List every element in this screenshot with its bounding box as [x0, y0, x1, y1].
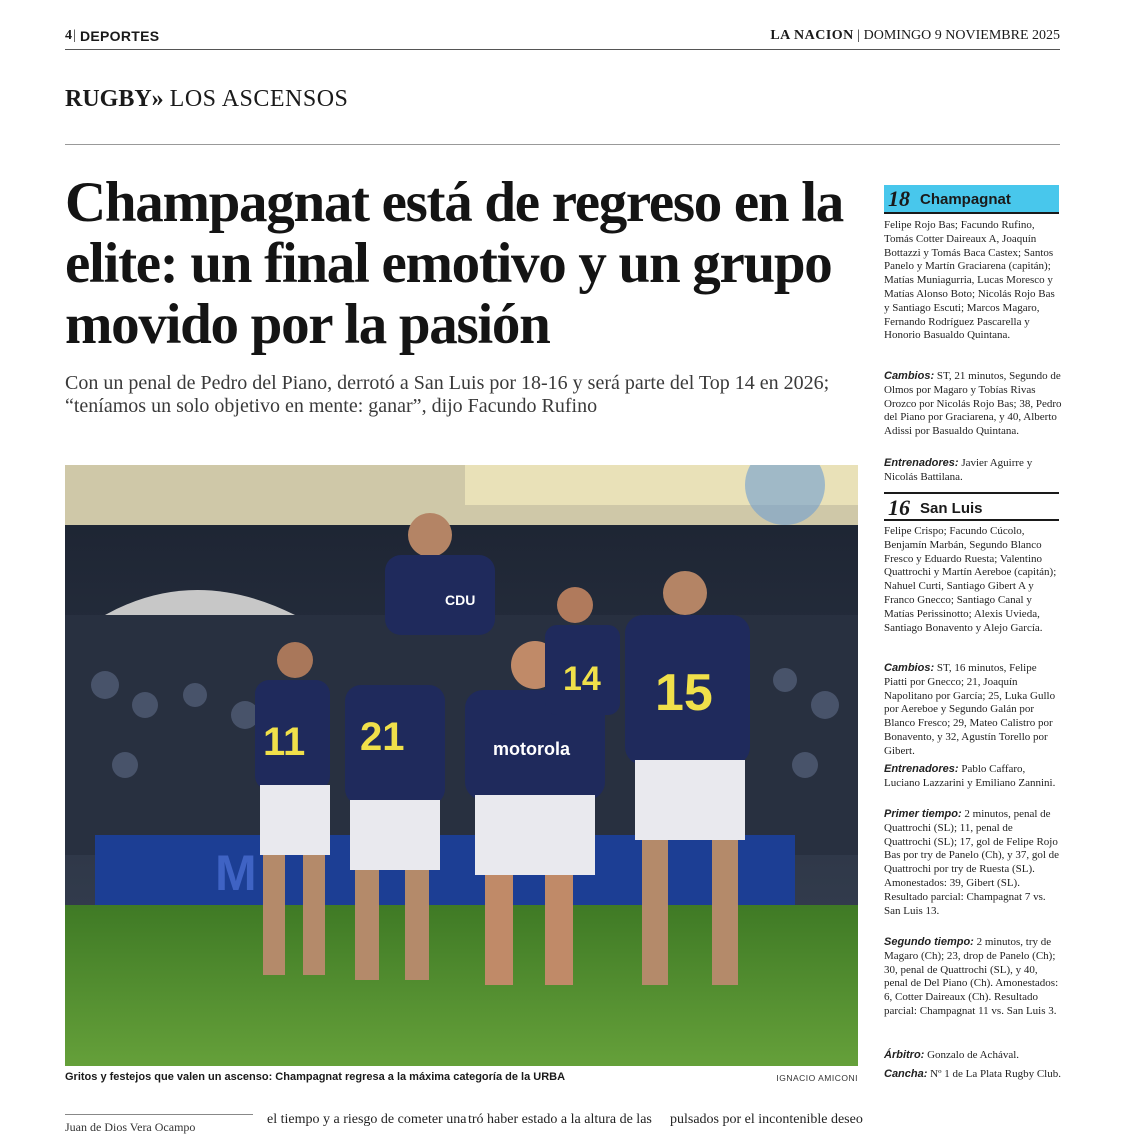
photo-caption: Gritos y festejos que valen un ascenso: Champagnat regresa a la máxima categoría de la URBA [65, 1071, 566, 1083]
photo-credit: IGNACIO AMICONI [776, 1073, 858, 1083]
team2-changes [884, 662, 1062, 759]
sponsor-motorola: motorola [493, 739, 571, 759]
team2-score: 16 [888, 495, 910, 520]
team2-coaches-text: Pablo Caffaro, Luciano Lazzarini y Emiliano Zannini. [884, 763, 1056, 789]
byline: Juan de Dios Vera Ocampo [65, 1120, 196, 1134]
venue-text: Nº 1 de La Plata Rugby Club. [930, 1068, 1061, 1080]
deck: Con un penal de Pedro del Piano, derrotó a San Luis por 18-16 y será parte del Top 14 en 2026; “teníamos un solo objetivo en mente: ganar”, dijo Facundo Rufino [65, 372, 830, 417]
issue-date: DOMINGO 9 NOVIEMBRE 2025 [863, 28, 1060, 43]
body-column-3: pulsados por el incontenible deseo [670, 1112, 863, 1127]
second-half-summary [884, 936, 1062, 1019]
page-header [65, 28, 1060, 50]
first-half-text: 2 minutos, penal de Quattrochi (SL); 11, penal de Quattrochi (SL); 17, gol de Felipe Rojo Bas por try de Panelo (Ch), y 37, gol de Quattrochi por try de Ruesta (SL). Amonestados: 39, Gibert (SL). Resultado parcial: Champagnat 7 vs. San Luis 13. [884, 808, 1060, 917]
team2-lineup: Felipe Crispo; Facundo Cúcolo, Benjamín Marbán, Segundo Blanco Fresco y Eduardo Ruesta; Valentino Quattrochi y Martín Aereboe (capitán); Nahuel Curti, Santiago Gibert A y Franco Gnecco; Santiago Canal y Matías Perissinotto; Alexis Uvieda, Santiago Bonavento y Alejo García. [884, 525, 1057, 634]
jersey-number-11: 11 [263, 720, 306, 764]
first-half-summary [884, 808, 1062, 918]
venue-info [884, 1068, 1062, 1082]
banner-text: M [215, 845, 257, 901]
kicker [65, 86, 348, 113]
team1-changes-text: ST, 21 minutos, Segundo de Olmos por Magaro y Tobías Rivas Orozco por Nicolás Rojo Bas; 38, Pedro del Piano por Graciarena, y 40, Alberto Adissi por Basualdo Quintana. [884, 370, 1062, 438]
first-half-label: Primer tiempo: [884, 808, 962, 820]
team2-changes-label: Cambios: [884, 662, 935, 674]
advertising-banner [95, 835, 795, 905]
main-photo [65, 465, 858, 1066]
jersey-number-21: 21 [360, 715, 405, 759]
second-half-label: Segundo tiempo: [884, 936, 974, 948]
team1-changes [884, 370, 1062, 439]
team2-coaches [884, 763, 1062, 791]
referee-text: Gonzalo de Achával. [927, 1049, 1020, 1061]
body-column-1: el tiempo y a riesgo de cometer una [267, 1112, 467, 1127]
second-half-text: 2 minutos, try de Magaro (Ch); 23, drop de Panelo (Ch); 30, penal de Quattrochi (SL), y 40, penal de Del Piano (Ch). Amonestados: 6, Cotter Daireaux (Ch). Resultado parcial: Champagnat 11 vs. San Luis 3. [884, 936, 1059, 1017]
header-divider: | [73, 28, 76, 43]
kicker-rule [65, 144, 1060, 145]
referee-label: Árbitro: [884, 1049, 925, 1061]
jersey-number-15: 15 [655, 664, 713, 722]
body-column-2: tró haber estado a la altura de las [468, 1112, 652, 1127]
team1-coaches-label: Entrenadores: [884, 457, 959, 469]
sponsor-cdu: CDU [445, 592, 476, 608]
headline: Champagnat está de regreso en la elite: un final emotivo y un grupo movido por la pasión [65, 171, 843, 356]
team1-header [884, 185, 1059, 214]
team1-coaches-text: Javier Aguirre y Nicolás Battilana. [884, 457, 1033, 483]
referee-info [884, 1049, 1062, 1063]
masthead: LA NACION | DOMINGO 9 NOVIEMBRE 2025 [770, 28, 1060, 43]
section-label: DEPORTES [80, 28, 160, 44]
pitch [65, 905, 858, 1066]
team2-coaches-label: Entrenadores: [884, 763, 959, 775]
team1-coaches [884, 457, 1062, 485]
page-number: 4 [65, 28, 72, 43]
venue-label: Cancha: [884, 1068, 928, 1080]
kicker-section: RUGBY» [65, 86, 164, 112]
jersey-number-14: 14 [563, 660, 601, 698]
newspaper-name: LA NACION [770, 28, 854, 43]
byline-rule [65, 1114, 253, 1115]
team1-score: 18 [888, 186, 910, 211]
rugby-celebration-illustration [65, 465, 858, 1066]
team1-changes-label: Cambios: [884, 370, 935, 382]
header-rule [65, 49, 1060, 50]
team2-header [884, 492, 1059, 521]
team2-name: San Luis [920, 500, 983, 517]
team1-name: Champagnat [920, 191, 1011, 208]
team2-changes-text: ST, 16 minutos, Felipe Piatti por Gnecco; 21, Joaquín Napolitano por García; 25, Luka Gullo por Aereboe y Segundo Galán por Blanco Fresco; 29, Mateo Calistro por Bonavento, y 32, Agustín Torello por Gibert. [884, 662, 1056, 757]
kicker-topic: LOS ASCENSOS [169, 86, 349, 112]
team1-lineup: Felipe Rojo Bas; Facundo Rufino, Tomás Cotter Daireaux A, Joaquín Bottazzi y Tomás Baca Castex; Santos Panelo y Martín Graciarena (capitán); Matías Muniagurria, Lucas Moresco y Matías Alonso Boto; Nicolás Rojo Bas y Santiago Escuti; Marcos Magaro, Fernando Rodríguez Pascarella y Honorio Basualdo Quintana. [884, 219, 1055, 342]
